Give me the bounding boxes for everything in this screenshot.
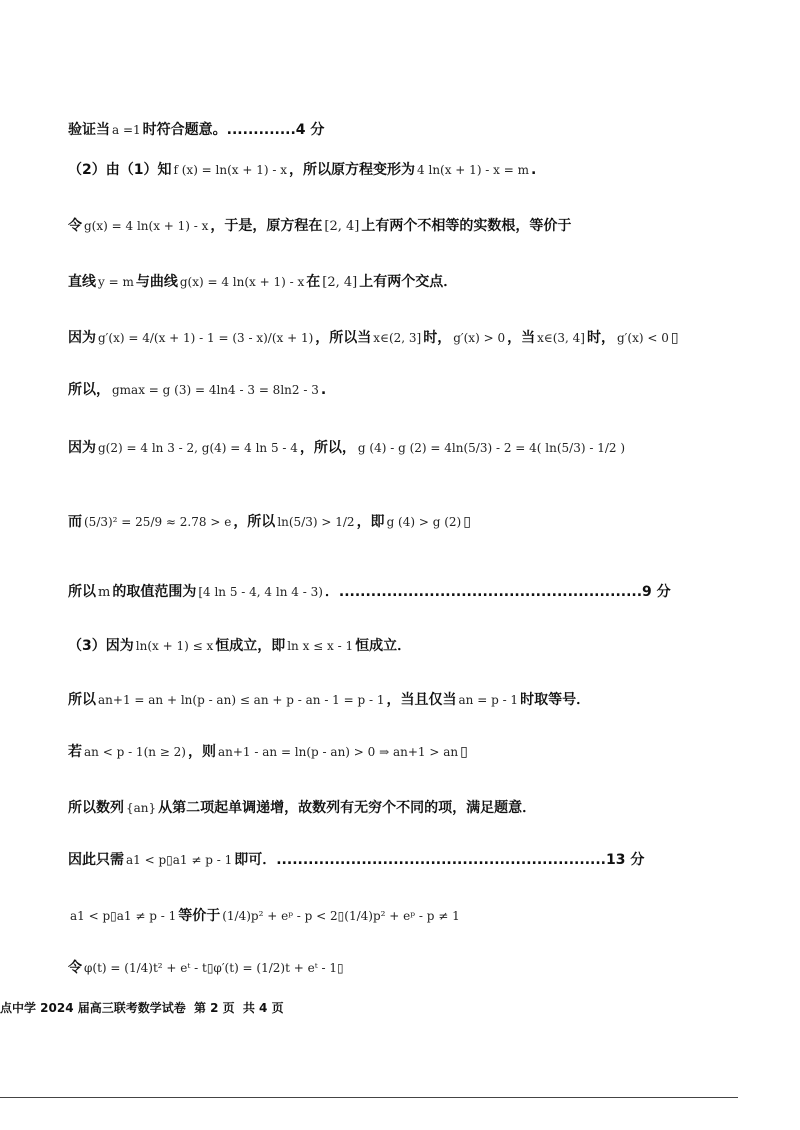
text-segment: 直线 [68,274,96,290]
math-expression: g (4) > g (2) [386,515,462,529]
text-segment: 恒成立． [355,638,412,654]
text-segment: ，于是，原方程在 [210,218,323,234]
text-segment: 因此只需 [68,852,124,868]
footer-school-title: 点中学 2024 届高三联考数学试卷 [0,1001,186,1015]
footer-total-pages: 共 4 页 [242,1001,284,1015]
text-segment: 验证当 [68,122,110,138]
math-expression: g(2) = 4 ln 3 - 2, g(4) = 4 ln 5 - 4 [98,441,298,455]
math-expression: gmax = g (3) = 4ln4 - 3 = 8ln2 - 3 [112,383,319,397]
text-segment: ，当且仅当 [386,692,457,708]
math-expression: g′(x) > 0 [453,331,506,345]
text-segment: 即可．..............................................................13 分 [234,852,645,868]
line-recurrence [68,690,760,710]
text-segment: 与曲线 [135,274,178,290]
text-segment: 在 [306,274,321,290]
math-expression: g′(x) < 0 [617,331,669,345]
math-expression: φ(t) = (1/4)t² + eᵗ - t▯φ′(t) = (1/2)t + eᵗ - 1▯ [84,961,344,975]
math-expression: an+1 - an = ln(p - an) > 0 ⇒ an+1 > an [217,745,459,759]
text-segment: 等价于 [178,908,221,924]
math-expression: ln(5/3) > 1/2 [277,515,355,529]
math-expression: [2, 4] [322,275,358,290]
text-segment: 所以， [68,382,110,398]
math-expression: an < p - 1(n ≥ 2) [84,745,186,759]
math-expression: m [98,585,111,600]
math-expression: g (4) - g (2) = 4ln(5/3) - 2 = 4( ln(5/3) - 1/2 ) [357,441,626,455]
text-segment: 因为 [68,330,96,346]
math-expression: f (x) = ln(x + 1) - x [173,163,288,177]
line-m-range [68,582,760,603]
line-part3-intro [68,636,760,656]
text-segment: 令 [68,218,82,234]
text-segment: 令 [68,960,82,976]
math-expression: ln x ≤ x - 1 [287,639,354,653]
math-expression: [4 ln 5 - 4, 4 ln 4 - 3) [198,585,323,599]
text-segment: 恒成立，即 [215,638,286,654]
math-expression: 4 ln(x + 1) - x = m [417,163,530,177]
text-segment: . [531,162,537,178]
text-segment: ，所以， [299,440,356,456]
math-expression: g(x) = 4 ln(x + 1) - x [179,275,305,289]
text-segment: 而 [68,514,82,530]
text-segment: （3）因为 [68,638,134,654]
line-define-phi [68,958,760,978]
text-segment: ，所以 [233,514,276,530]
line-derivative [68,328,760,348]
text-segment: （2）由（1）知 [68,162,172,178]
math-expression: (5/3)² = 25/9 ≈ 2.78 > e [84,515,232,529]
math-expression: g(x) = 4 ln(x + 1) - x [84,219,209,233]
footer-page-number: 第 2 页 [193,1001,235,1015]
text-segment: ．.........................................................9 分 [324,584,671,600]
text-segment: ▯ [463,514,471,530]
line-intersections [68,272,760,293]
math-expression: x∈(2, 3] [373,331,422,345]
text-segment: 从第二项起单调递增，故数列有无穷个不同的项，满足题意． [158,800,537,816]
text-segment: 时符合题意。.............4 分 [142,122,325,138]
text-segment: ▯ [670,330,679,346]
text-segment: 上有两个交点． [359,274,458,290]
text-segment: 的取值范围为 [112,584,197,600]
text-segment: 若 [68,744,82,760]
text-segment: 时取等号． [520,692,591,708]
line-compare [68,512,760,532]
math-expression: y = m [98,275,134,289]
math-expression: a1 < p▯a1 ≠ p - 1 [126,853,233,867]
text-segment: 因为 [68,440,96,456]
math-expression: a =1 [112,123,141,137]
text-segment: 所以 [68,692,96,708]
math-expression: an+1 = an + ln(p - an) ≤ an + p - an - 1 = p - 1 [98,693,385,707]
text-segment: . [320,382,327,398]
line-sequence [68,798,760,818]
line-g2-g4 [68,438,760,458]
line-gmax [68,380,760,400]
math-expression: ln(x + 1) ≤ x [135,639,214,653]
text-segment: ，即 [356,514,385,530]
line-increasing [68,742,760,762]
math-expression: (1/4)p² + eᵖ - p < 2▯(1/4)p² + eᵖ - p ≠ 1 [222,909,460,923]
text-segment: ，所以原方程变形为 [289,162,416,178]
text-segment: ，则 [187,744,216,760]
text-segment: 所以数列 [68,800,124,816]
math-expression: {an} [126,801,157,815]
text-segment: 时， [587,330,615,346]
math-expression: a1 < p▯a1 ≠ p - 1 [70,909,177,923]
text-segment: ，当 [507,330,536,346]
math-expression: [2, 4] [324,219,360,234]
page-footer [0,1000,288,1016]
math-expression: an = p - 1 [458,693,519,707]
bottom-rule [0,1097,738,1098]
line-verify-a [68,120,760,140]
line-equivalent [68,906,760,926]
text-segment: ，所以当 [315,330,372,346]
math-expression: g′(x) = 4/(x + 1) - 1 = (3 - x)/(x + 1) [98,331,314,345]
line-condition [68,850,760,870]
text-segment: 时， [423,330,452,346]
text-segment: 上有两个不相等的实数根，等价于 [361,218,572,234]
text-segment: 所以 [68,584,96,600]
math-expression: x∈(3, 4] [537,331,585,345]
line-define-g [68,216,760,237]
text-segment: ▯ [460,744,468,760]
line-part2-intro [68,160,760,180]
